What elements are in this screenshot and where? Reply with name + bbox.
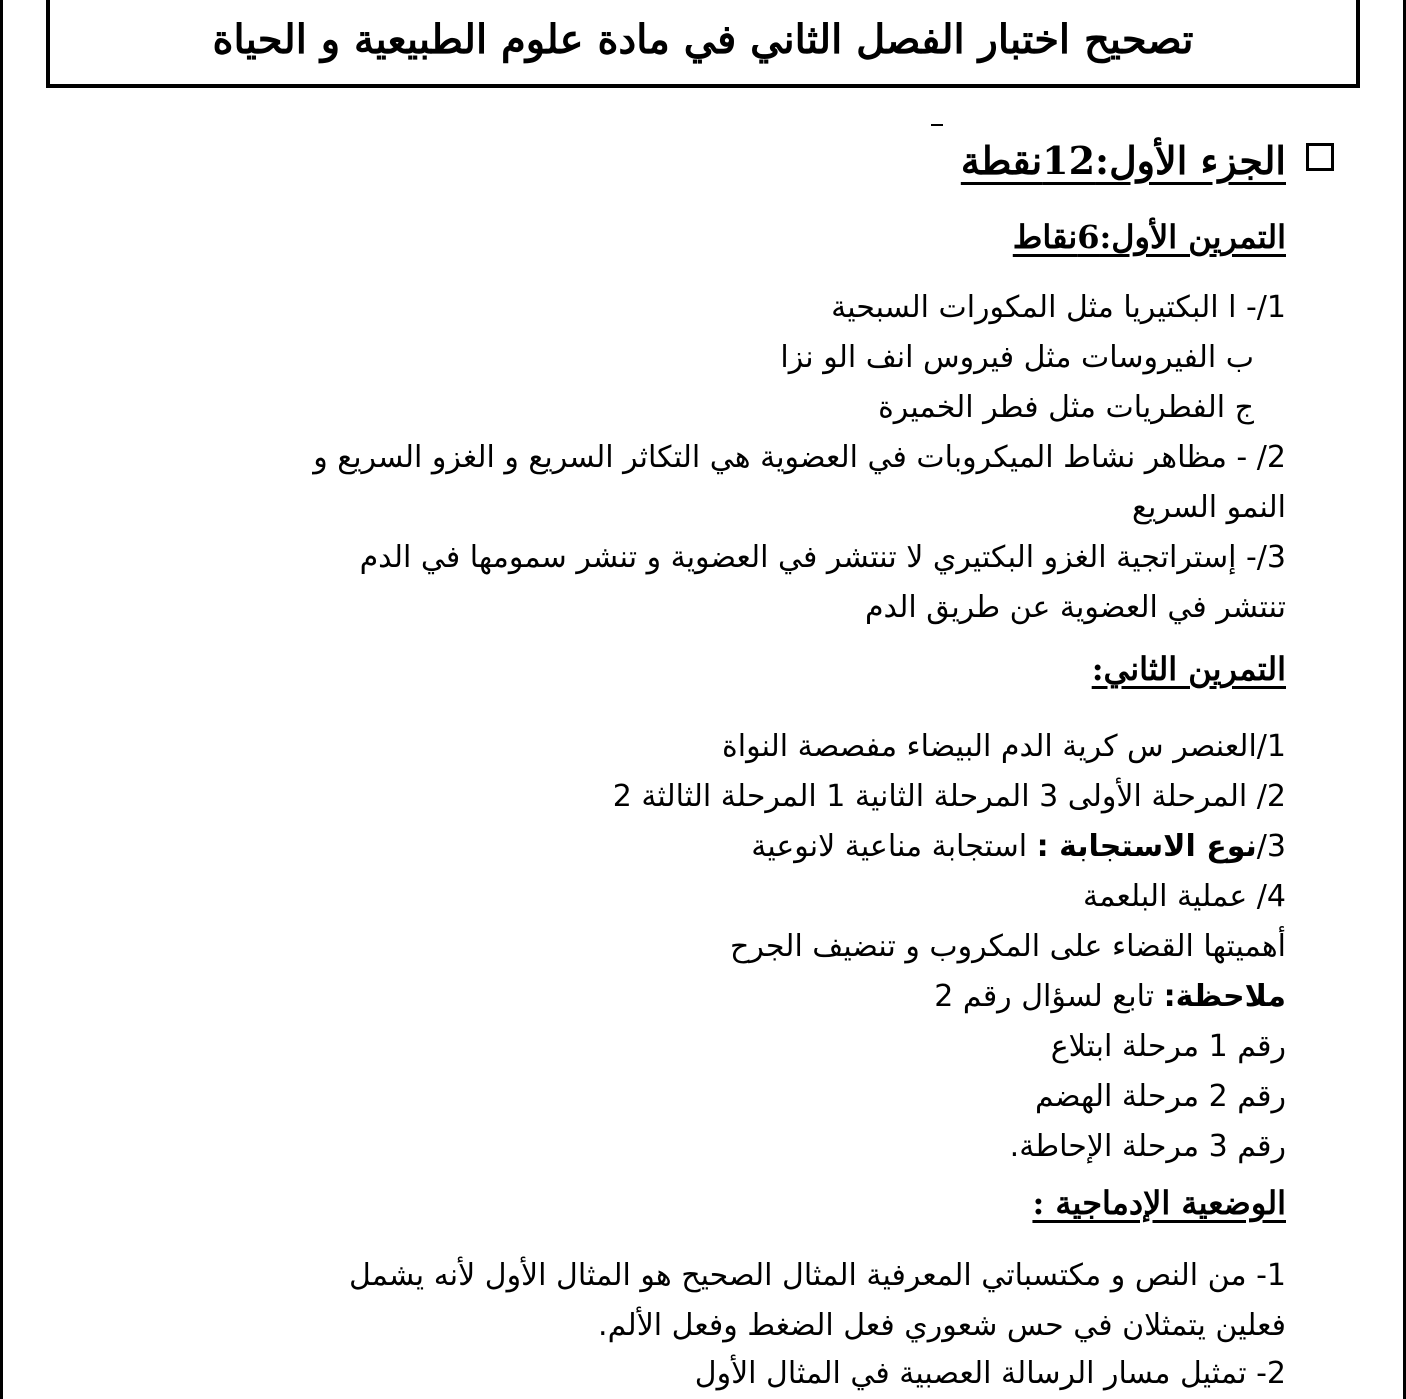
ex2-line: أهميتها القضاء على المكروب و تنضيف الجرح: [730, 929, 1286, 964]
checkbox-icon: [1306, 143, 1334, 171]
title-box: [46, 0, 1360, 88]
ex2-line: 2/ المرحلة الأولى 3 المرحلة الثانية 1 المرحلة الثالثة 2: [612, 779, 1286, 814]
ex2-line3-prefix: 3/: [1256, 829, 1286, 864]
ex1-line: 1/- ا البكتيريا مثل المكورات السبحية: [831, 290, 1286, 325]
integration-line: 1- من النص و مكتسباتي المعرفية المثال الصحيح هو المثال الأول لأنه يشمل: [348, 1258, 1286, 1293]
note-label: ملاحظة:: [1163, 979, 1286, 1014]
ex1-line: تنتشر في العضوية عن طريق الدم: [864, 590, 1286, 625]
page-title: تصحيح اختبار الفصل الثاني في مادة علوم الطبيعية و الحياة: [212, 16, 1194, 63]
ex1-line: 3/- إستراتجية الغزو البكتيري لا تنتشر في العضوية و تنشر سمومها في الدم: [359, 540, 1286, 575]
ex1-line: 2/ - مظاهر نشاط الميكروبات في العضوية هي التكاثر السريع و الغزو السريع و: [313, 440, 1286, 475]
ex2-line: 4/ عملية البلعمة: [1083, 879, 1286, 914]
ex1-line: النمو السريع: [1131, 490, 1286, 525]
ex1-line: ب الفيروسات مثل فيروس انف الو نزا: [780, 340, 1254, 375]
ex2-line-3: [751, 829, 1286, 864]
exercise2-heading: التمرين الثاني:: [1091, 650, 1286, 688]
integration-line: فعلين يتمثلان في حس شعوري فعل الضغط وفعل الألم.: [598, 1308, 1286, 1343]
exercise1-heading: التمرين الأول:6نقاط: [1012, 218, 1286, 256]
integration-line: 2- تمثيل مسار الرسالة العصبية في المثال الأول: [694, 1356, 1286, 1391]
ex2-line3-rest: استجابة مناعية لانوعية: [751, 829, 1037, 864]
ex1-line: ج الفطريات مثل فطر الخميرة: [878, 390, 1254, 425]
ex2-line3-bold: نوع الاستجابة :: [1036, 829, 1257, 864]
stray-dash: [931, 124, 943, 126]
note-line: رقم 2 مرحلة الهضم: [1035, 1079, 1286, 1114]
ex2-line: 1/العنصر س كرية الدم البيضاء مفصصة النواة: [722, 729, 1286, 764]
integration-heading: الوضعية الإدماجية :: [1032, 1184, 1286, 1222]
ex2-note: [934, 979, 1286, 1014]
note-line: رقم 3 مرحلة الإحاطة.: [1009, 1129, 1286, 1164]
part1-heading: الجزء الأول:12نقطة: [960, 138, 1286, 183]
note-text: تابع لسؤال رقم 2: [934, 979, 1164, 1014]
note-line: رقم 1 مرحلة ابتلاع: [1050, 1029, 1286, 1064]
